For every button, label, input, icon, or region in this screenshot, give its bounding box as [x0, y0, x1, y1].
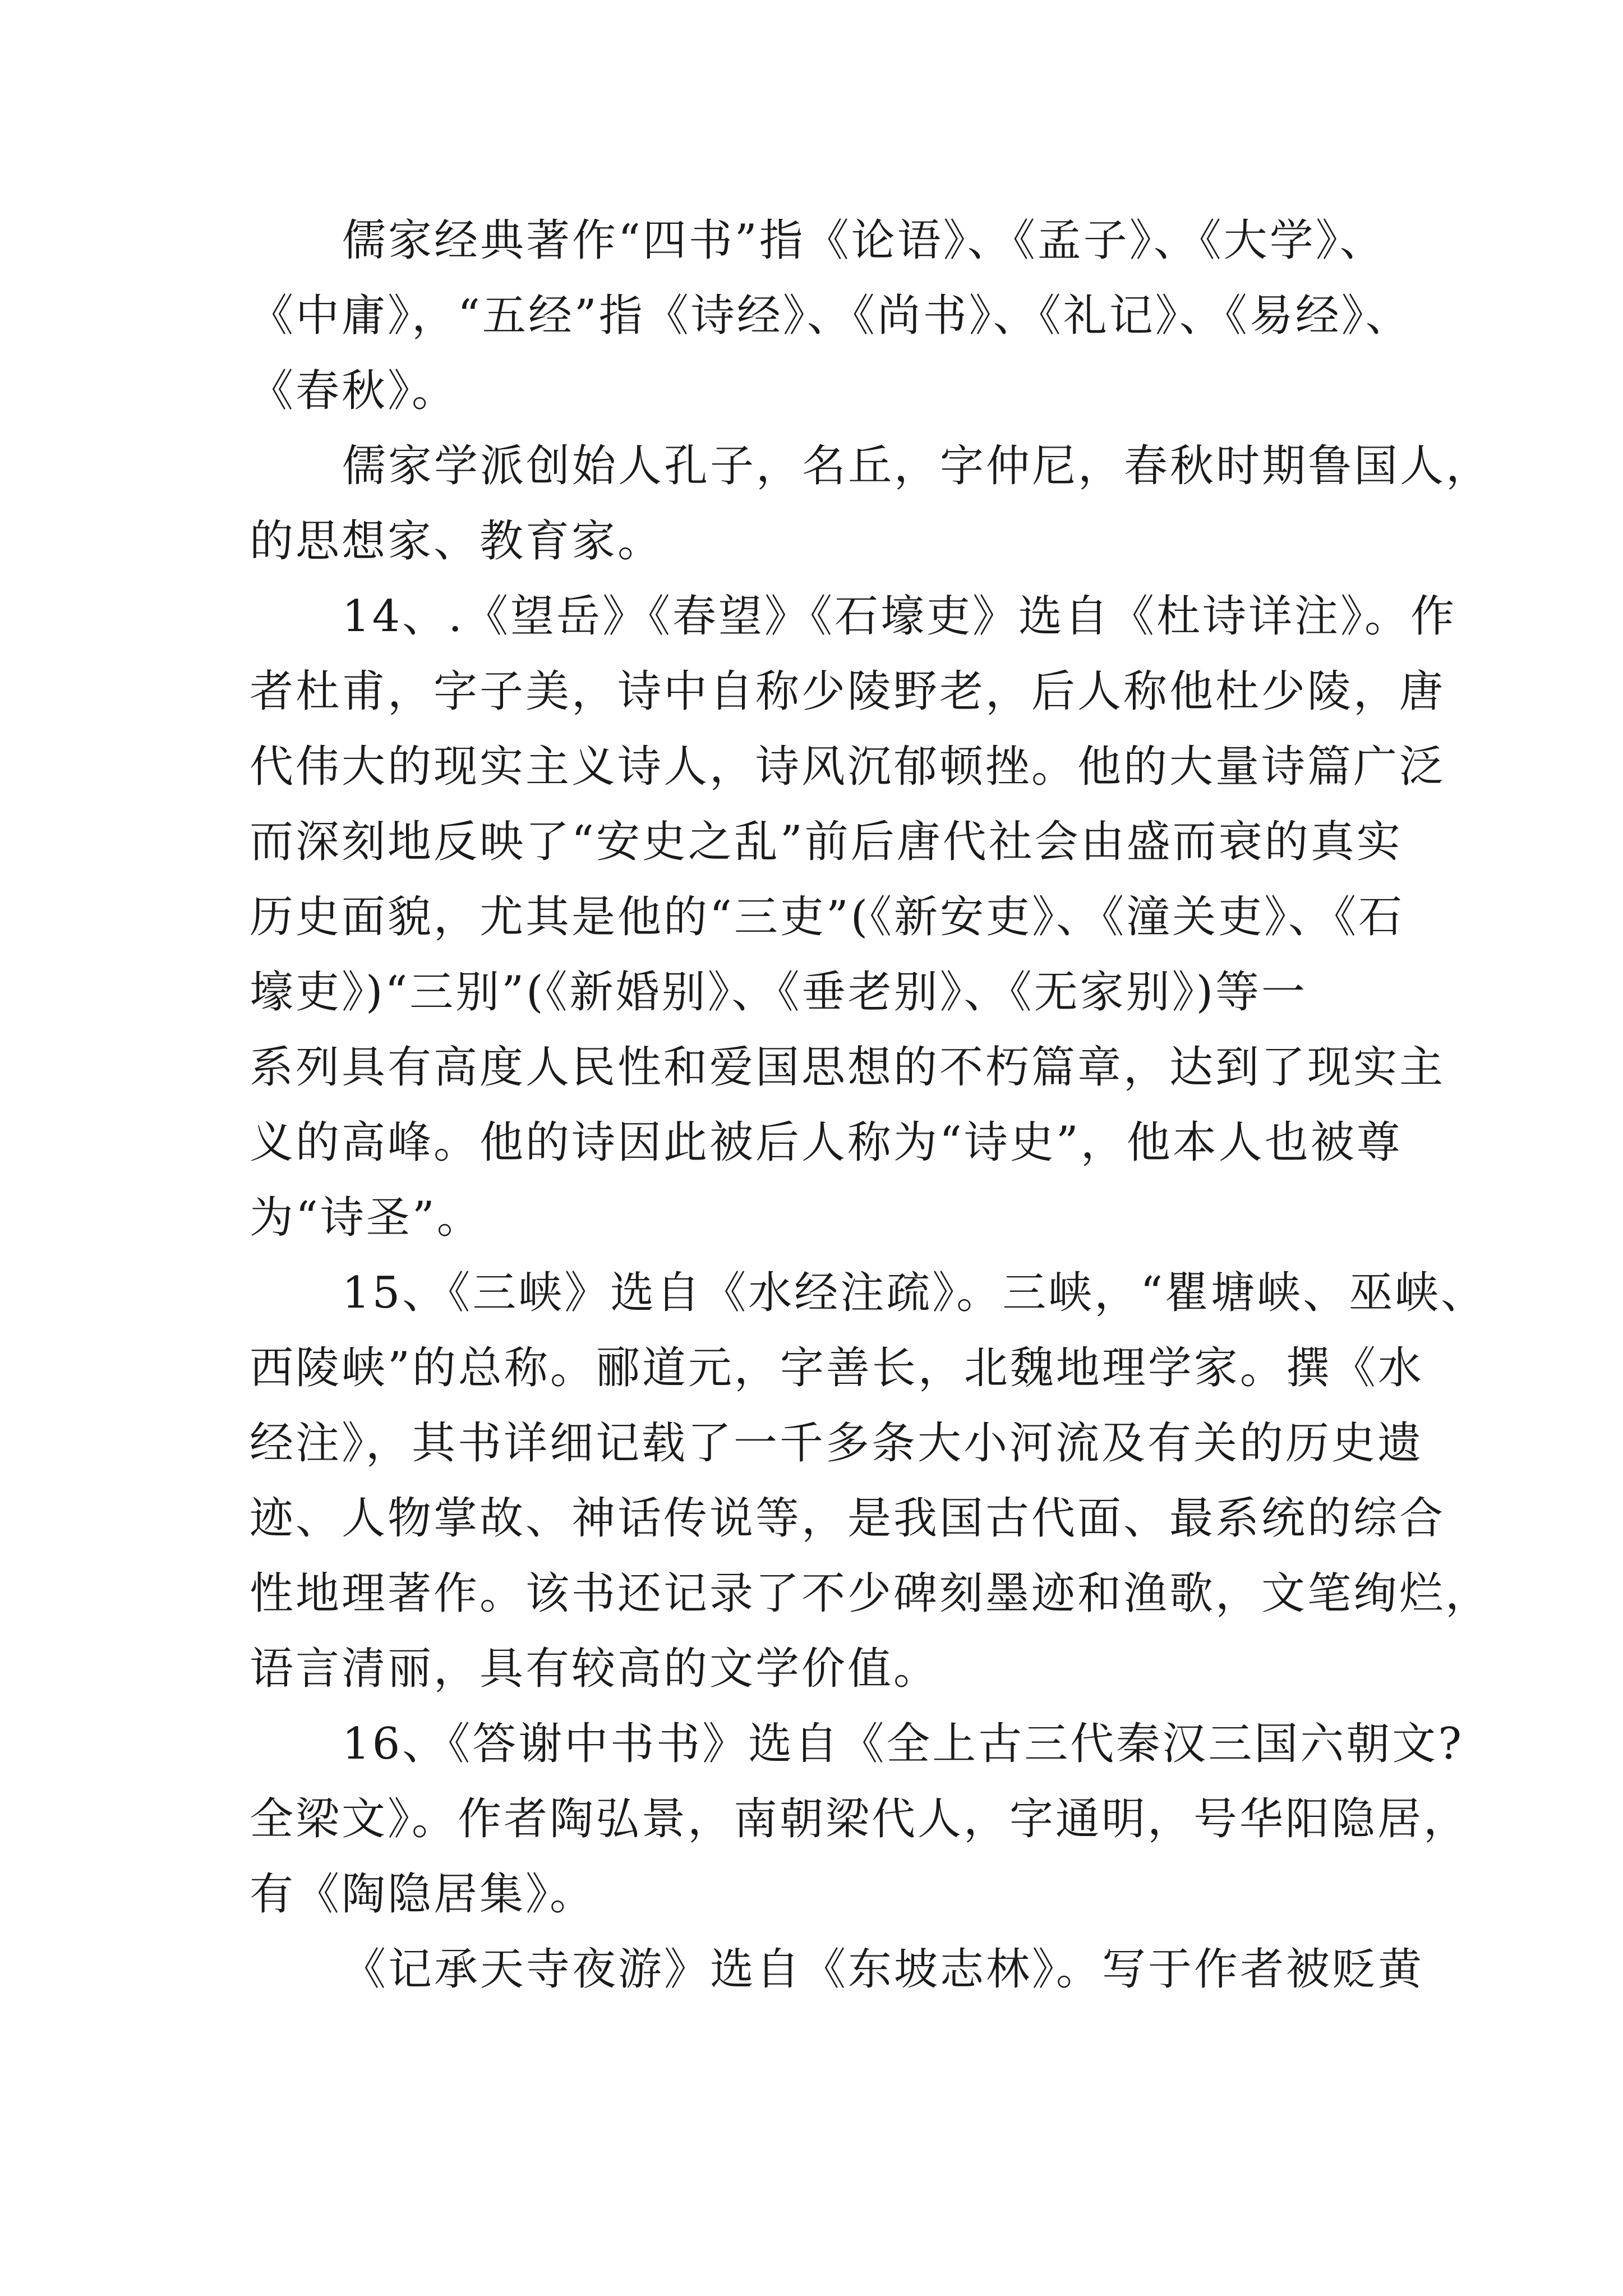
text-line: 壕吏》)“三别”(《新婚别》、《垂老别》、《无家别》)等一 — [250, 967, 1308, 1018]
text-line: 14、.《望岳》《春望》《石壕吏》选自《杜诗详注》。作 — [342, 591, 1457, 642]
text-line: 的思想家、教育家。 — [250, 516, 664, 567]
text-line: 义的高峰。他的诗因此被后人称为“诗史”，他本人也被尊 — [250, 1117, 1403, 1168]
text-line: 16、《答谢中书书》选自《全上古三代秦汉三国六朝文? — [342, 1719, 1464, 1769]
paragraph-four-books-five-classics — [250, 203, 1412, 429]
paragraph-chengtian-temple — [250, 1932, 1424, 2007]
text-line: 语言清丽，具有较高的文学价值。 — [250, 1644, 940, 1694]
paragraph-confucius — [250, 429, 1492, 579]
text-line: 为“诗圣”。 — [250, 1193, 483, 1243]
text-line: 性地理著作。该书还记录了不少碑刻墨迹和渔歌，文笔绚烂， — [250, 1568, 1492, 1619]
text-line: 《春秋》。 — [250, 366, 458, 416]
text-line: 《中庸》，“五经”指《诗经》、《尚书》、《礼记》、《易经》、 — [250, 291, 1412, 341]
text-line: 而深刻地反映了“安史之乱”前后唐代社会由盛而衰的真实 — [250, 817, 1403, 867]
paragraph-item-15-three-gorges — [250, 1255, 1492, 1706]
paragraph-item-16-tao-hongjing — [250, 1706, 1470, 1932]
text-line: 代伟大的现实主义诗人，诗风沉郁顿挫。他的大量诗篇广泛 — [250, 742, 1446, 792]
text-line: 全梁文》。作者陶弘景，南朝梁代人，字通明，号华阳隐居， — [250, 1794, 1470, 1844]
text-line: 系列具有高度人民性和爱国思想的不朽篇章，达到了现实主 — [250, 1042, 1446, 1093]
paragraph-item-14-du-fu — [250, 579, 1457, 1255]
text-line: 者杜甫，字子美，诗中自称少陵野老，后人称他杜少陵，唐 — [250, 666, 1446, 717]
document-body — [250, 203, 1492, 2007]
text-line: 西陵峡”的总称。郦道元，字善长，北魏地理学家。撰《水 — [250, 1343, 1424, 1393]
text-line: 儒家学派创始人孔子，名丘，字仲尼，春秋时期鲁国人， — [342, 441, 1492, 491]
text-line: 儒家经典著作“四书”指《论语》、《孟子》、《大学》、 — [342, 215, 1386, 266]
text-line: 历史面貌，尤其是他的“三吏”(《新安吏》、《潼关吏》、《石 — [250, 892, 1405, 942]
text-line: 15、《三峡》选自《水经注疏》。三峡，“瞿塘峡、巫峡、 — [342, 1268, 1487, 1318]
text-line: 《记承天寺夜游》选自《东坡志林》。写于作者被贬黄 — [342, 1944, 1424, 1995]
text-line: 有《陶隐居集》。 — [250, 1869, 596, 1920]
text-line: 迹、人物掌故、神话传说等，是我国古代面、最系统的综合 — [250, 1493, 1446, 1544]
text-line: 经注》，其书详细记载了一千多条大小河流及有关的历史遗 — [250, 1418, 1424, 1469]
